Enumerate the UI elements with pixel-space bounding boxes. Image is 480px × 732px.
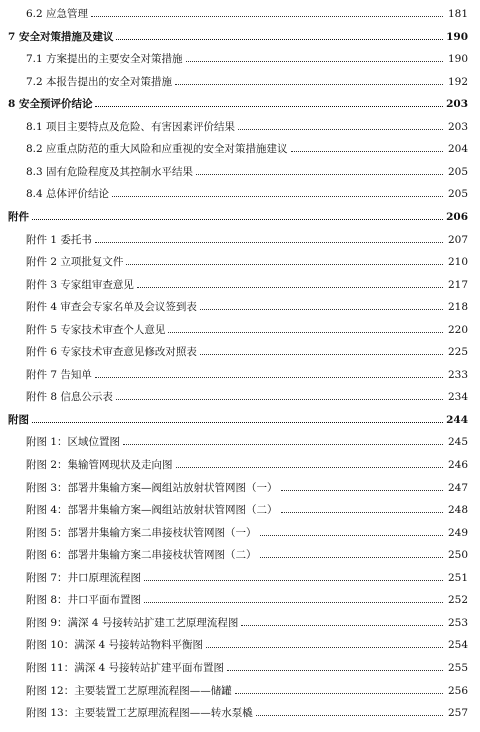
dot-leader xyxy=(241,625,443,626)
toc-entry[interactable] xyxy=(26,432,468,448)
toc-entry-page-number: 204 xyxy=(447,143,468,156)
toc-entry-label: 附图 9：满深 4 号接转站扩建工艺原理流程图 xyxy=(26,616,239,629)
toc-entry-page-number: 251 xyxy=(447,571,468,584)
toc-entry[interactable] xyxy=(26,230,468,246)
toc-entry-page-number: 255 xyxy=(447,661,468,674)
toc-entry[interactable] xyxy=(26,4,468,20)
toc-entry-page-number: 249 xyxy=(447,526,468,539)
toc-entry[interactable] xyxy=(26,139,468,155)
toc-entry-page-number: 254 xyxy=(447,639,468,652)
dot-leader xyxy=(116,399,443,400)
dot-leader xyxy=(32,422,443,423)
toc-entry-label: 附图 7：井口原理流程图 xyxy=(26,571,142,584)
toc-entry-page-number: 246 xyxy=(447,459,468,471)
toc-entry-label: 7.1 方案提出的主要安全对策措施 xyxy=(26,53,183,66)
toc-section-entry[interactable] xyxy=(8,207,468,223)
toc-entry-page-number: 203 xyxy=(447,120,468,133)
toc-section-entry[interactable] xyxy=(8,410,468,426)
toc-entry[interactable] xyxy=(26,387,468,403)
toc-entry[interactable] xyxy=(26,545,468,561)
dot-leader xyxy=(168,332,443,333)
toc-entry-page-number: 205 xyxy=(447,188,468,201)
toc-entry-page-number: 250 xyxy=(447,549,468,562)
dot-leader xyxy=(176,467,443,468)
toc-entry[interactable] xyxy=(26,365,468,381)
dot-leader xyxy=(137,287,443,288)
toc-entry[interactable] xyxy=(26,72,468,88)
toc-entry-page-number: 248 xyxy=(447,504,468,517)
dot-leader xyxy=(206,647,443,648)
toc-entry-page-number: 256 xyxy=(447,684,468,697)
toc-entry-page-number: 205 xyxy=(447,165,468,178)
toc-entry-label: 附件 xyxy=(8,210,29,223)
toc-entry[interactable] xyxy=(26,320,468,336)
toc-entry[interactable] xyxy=(26,455,468,471)
toc-entry-label: 附图 11：满深 4 号接转站扩建平面布置图 xyxy=(26,661,225,674)
toc-entry-label: 附图 4：部署井集输方案—阀组站放射状管网图（二） xyxy=(26,504,278,517)
toc-entry-label: 附图 2：集输管网现状及走向图 xyxy=(26,459,173,471)
toc-entry[interactable] xyxy=(26,478,468,494)
toc-entry-label: 7.2 本报告提出的安全对策措施 xyxy=(26,75,173,88)
toc-entry[interactable] xyxy=(26,342,468,358)
toc-entry[interactable] xyxy=(26,252,468,268)
toc-entry-label: 附图 3：部署井集输方案—阀组站放射状管网图（一） xyxy=(26,481,278,494)
toc-entry-label: 附件 5 专家技术审查个人意见 xyxy=(26,323,166,336)
toc-entry-page-number: 210 xyxy=(447,256,468,269)
toc-entry[interactable] xyxy=(26,681,468,697)
dot-leader xyxy=(256,715,443,716)
toc-entry[interactable] xyxy=(26,500,468,516)
toc-entry-label: 附图 13：主要装置工艺原理流程图——转水泵橇 xyxy=(26,707,253,720)
toc-entry-page-number: 206 xyxy=(446,210,468,223)
toc-entry[interactable] xyxy=(26,275,468,291)
toc-entry-label: 8.4 总体评价结论 xyxy=(26,188,110,201)
dot-leader xyxy=(95,106,443,107)
toc-entry-label: 附图 1：区域位置图 xyxy=(26,436,121,449)
toc-entry[interactable] xyxy=(26,703,468,719)
dot-leader xyxy=(116,39,443,40)
toc-entry[interactable] xyxy=(26,297,468,313)
toc-entry[interactable] xyxy=(26,117,468,133)
dot-leader xyxy=(260,557,443,558)
toc-entry-label: 附件 2 立项批复文件 xyxy=(26,256,124,269)
toc-entry-label: 附图 10：满深 4 号接转站物料平衡图 xyxy=(26,639,204,652)
toc-entry-label: 附件 4 审查会专家名单及会议签到表 xyxy=(26,301,197,314)
toc-entry[interactable] xyxy=(26,162,468,178)
toc-entry[interactable] xyxy=(26,523,468,539)
toc-entry-page-number: 252 xyxy=(447,594,468,607)
dot-leader xyxy=(123,444,443,445)
toc-entry-label: 附件 6 专家技术审查意见修改对照表 xyxy=(26,346,197,359)
dot-leader xyxy=(112,196,443,197)
toc-entry-page-number: 220 xyxy=(447,323,468,336)
toc-entry-label: 附图 6：部署井集输方案二串接枝状管网图（二） xyxy=(26,549,257,562)
toc-entry-page-number: 253 xyxy=(447,616,468,629)
toc-entry-label: 8.1 项目主要特点及危险、有害因素评价结果 xyxy=(26,120,236,133)
toc-entry-page-number: 192 xyxy=(447,75,468,88)
toc-entry-page-number: 190 xyxy=(447,53,468,66)
toc-entry-page-number: 217 xyxy=(447,278,468,291)
toc-entry-label: 附图 xyxy=(8,413,29,426)
dot-leader xyxy=(91,16,443,17)
dot-leader xyxy=(144,580,443,581)
toc-entry-page-number: 257 xyxy=(447,707,468,720)
toc-entry-page-number: 190 xyxy=(446,30,468,43)
toc-entry-label: 7 安全对策措施及建议 xyxy=(8,30,114,43)
toc-entry-page-number: 233 xyxy=(447,368,468,381)
toc-entry-page-number: 245 xyxy=(447,436,468,449)
dot-leader xyxy=(95,242,443,243)
toc-entry-label: 附图 5：部署井集输方案二串接枝状管网图（一） xyxy=(26,526,257,539)
toc-section-entry[interactable] xyxy=(8,94,468,110)
dot-leader xyxy=(126,264,443,265)
toc-entry-label: 8 安全预评价结论 xyxy=(8,98,93,111)
toc-entry-page-number: 207 xyxy=(447,233,468,246)
dot-leader xyxy=(186,61,443,62)
toc-entry[interactable] xyxy=(26,184,468,200)
toc-entry[interactable] xyxy=(26,613,468,629)
dot-leader xyxy=(200,309,443,310)
toc-entry-page-number: 203 xyxy=(446,98,468,111)
dot-leader xyxy=(291,151,443,152)
toc-entry[interactable] xyxy=(26,568,468,584)
toc-entry-label: 附图 12：主要装置工艺原理流程图——储罐 xyxy=(26,684,232,697)
dot-leader xyxy=(235,693,443,694)
toc-entry-page-number: 225 xyxy=(447,346,468,359)
toc-entry-page-number: 244 xyxy=(446,413,468,426)
toc-entry-page-number: 234 xyxy=(447,391,468,404)
dot-leader xyxy=(144,602,443,603)
toc-section-entry[interactable] xyxy=(8,27,468,43)
toc-entry-page-number: 181 xyxy=(447,8,468,20)
dot-leader xyxy=(281,490,443,491)
dot-leader xyxy=(95,377,443,378)
toc-entry-label: 附件 1 委托书 xyxy=(26,233,92,246)
toc-entry-label: 8.3 固有危险程度及其控制水平结果 xyxy=(26,165,194,178)
dot-leader xyxy=(200,354,443,355)
toc-entry-label: 8.2 应重点防范的重大风险和应重视的安全对策措施建议 xyxy=(26,143,288,156)
dot-leader xyxy=(238,129,443,130)
toc-entry-label: 6.2 应急管理 xyxy=(26,8,89,20)
toc-entry-page-number: 218 xyxy=(447,301,468,314)
toc-entry[interactable] xyxy=(26,590,468,606)
toc-entry[interactable] xyxy=(26,49,468,65)
dot-leader xyxy=(32,219,443,220)
toc-entry-page-number: 247 xyxy=(447,481,468,494)
toc-entry-label: 附图 8：井口平面布置图 xyxy=(26,594,142,607)
toc-entry-label: 附件 3 专家组审查意见 xyxy=(26,278,134,291)
toc-entry-label: 附件 8 信息公示表 xyxy=(26,391,113,404)
dot-leader xyxy=(175,84,443,85)
toc-entry[interactable] xyxy=(26,635,468,651)
dot-leader xyxy=(260,535,443,536)
dot-leader xyxy=(281,512,443,513)
dot-leader xyxy=(196,174,443,175)
toc-entry[interactable] xyxy=(26,658,468,674)
dot-leader xyxy=(227,670,443,671)
toc-entry-label: 附件 7 告知单 xyxy=(26,368,92,381)
